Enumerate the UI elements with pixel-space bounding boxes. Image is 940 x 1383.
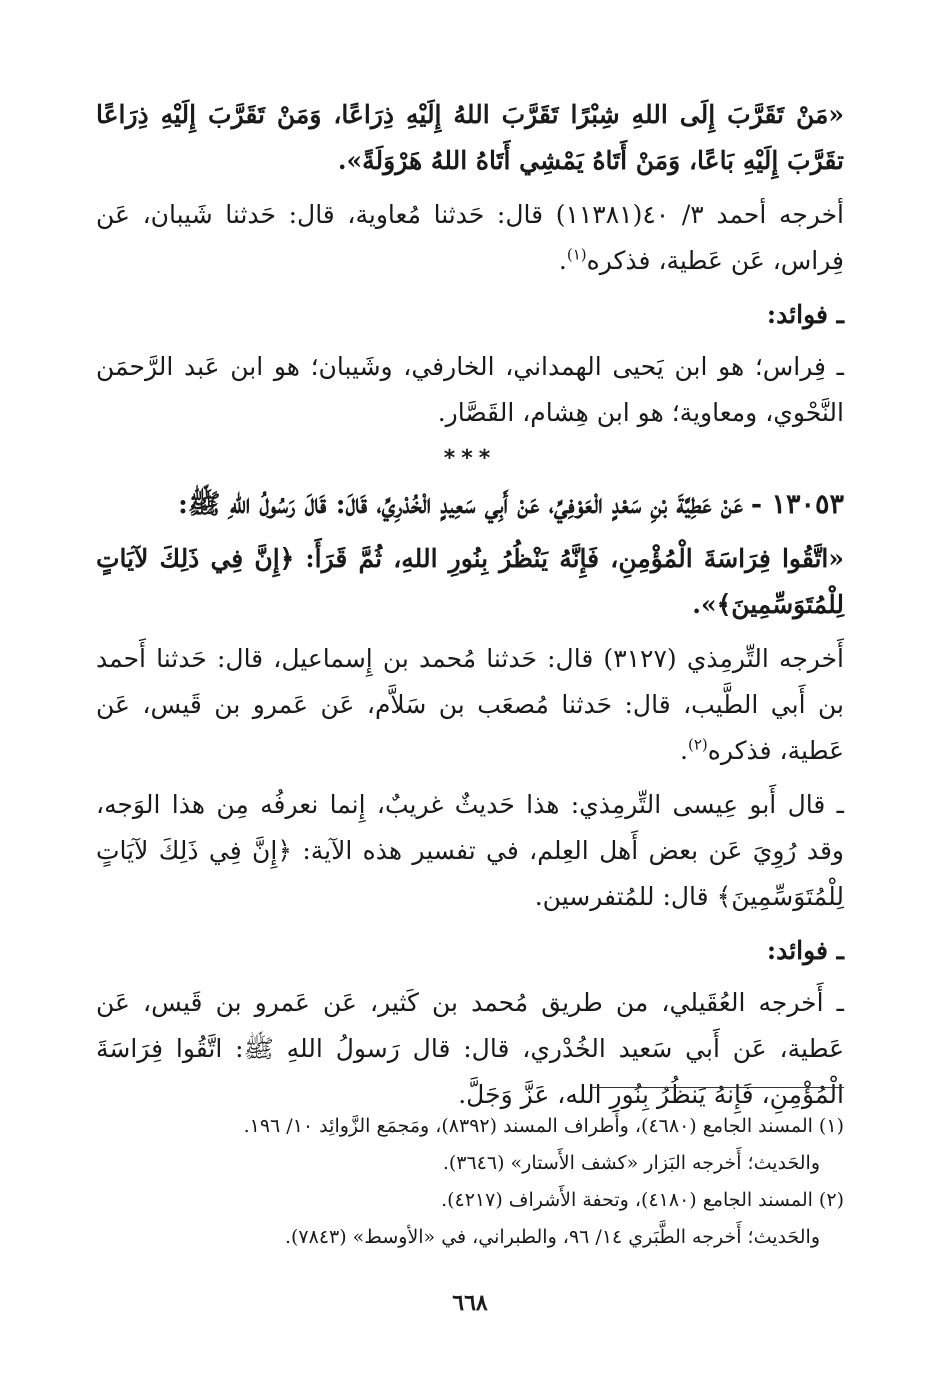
footnotes <box>96 1108 844 1256</box>
page-number: ٦٦٨ <box>452 1290 488 1316</box>
section-separator: *** <box>443 446 497 471</box>
footnote-1-continuation: والحَديث؛ أَخرجه البَزار «كشف الأَستار» (٣٦٤٦). <box>442 1152 820 1174</box>
hadith-number: ١٣٠٥٣ - <box>750 489 844 520</box>
footnote-ref[interactable]: (٢) <box>687 735 708 754</box>
fawaid-heading: ـ فوائد: <box>766 936 844 965</box>
hadith-isnad: عَنْ عَطِيَّةَ بْنِ سَعْدٍ الْعَوْفِيِّ، عَنْ أَبِي سَعِيدٍ الْخُدْرِيِّ، قَالَ: قَالَ رَسُولُ اللهِ ﷺ: <box>177 489 743 520</box>
fawaid-text: ـ فِراس؛ هو ابن يَحيى الهمداني، الخارفي، وشَيبان؛ هو ابن عَبد الرَّحمَن النَّحْوي، ومعاوية؛ هو ابن هِشام، القَصَّار. <box>96 352 844 427</box>
footnote-2-continuation: والحَديث؛ أَخرجه الطَّبَري ١٤/ ٩٦، والطبراني، في «الأوسط» (٧٨٤٣). <box>284 1226 820 1248</box>
hadith-text: «مَنْ تَقَرَّبَ إِلَى اللهِ شِبْرًا تَقَرَّبَ اللهُ إِلَيْهِ ذِرَاعًا، وَمَنْ تَقَرَّبَ إِلَيْهِ ذِرَاعًا تقَرَّبَ إِلَيْهِ بَاعًا، وَمَنْ أَتَاهُ يَمْشِي أَتَاهُ اللهُ هَرْوَلَةً». <box>96 100 844 175</box>
footnote-ref[interactable]: (١) <box>566 245 587 264</box>
takhrij-paragraph: أخرجه أحمد ٣/ ٤٠(١١٣٨١) قال: حَدثنا مُعاوية، قال: حَدثنا شَيبان، عَن فِراس، عَن عَطية، فذكره$^{(١)}$. <box>96 200 845 275</box>
hadith-header <box>96 482 844 528</box>
fawaid-text: ـ أَخرجه العُقَيلي، من طريق مُحمد بن كَثير، عَن عَمرو بن قَيس، عَن عَطية، عَن أَبي سَعيد الخُدْري، قال: قال رَسولُ اللهِ ﷺ: اتَّقُوا فِرَاسَةَ الْمُؤْمِنِ، فَإِنهُ يَنظُرُ بِنُورِ الله، عَزَّ وَجَلَّ. <box>96 988 844 1109</box>
footnote-divider <box>592 1087 844 1088</box>
footnote-1: (١) المسند الجامع (٤٦٨٠)، وأَطراف المسند (٨٣٩٢)، ومَجمَع الزَّوائِد ١٠/ ١٩٦. <box>243 1115 844 1137</box>
takhrij-text: أَخرجه التِّرمِذي (٣١٢٧) قال: حَدثنا مُحمد بن إِسماعيل، قال: حَدثنا أَحمد بن أَبي الطَّيب، قال: حَدثنا مُصعَب بن سَلاَّم، عَن عَمرو بن قَيس، عَن عَطية، فذكره <box>96 644 844 765</box>
footnote-2: (٢) المسند الجامع (٤١٨٠)، وتحفة الأَشراف (٤٢١٧). <box>441 1189 844 1211</box>
tirmidhi-comment: ـ قال أَبو عِيسى التِّرمِذي: هذا حَديثٌ غريبٌ، إِنما نعرفُه مِن هذا الوَجه، وقد رُوِيَ عَن بعض أَهل العِلم، في تفسير هذه الآية: ﴿إِنَّ فِي ذَلِكَ لآيَاتٍ لِلْمُتَوَسِّمِينَ﴾ قال: للمُتفرسين. <box>96 790 844 911</box>
hadith-text: «اتَّقُوا فِرَاسَةَ الْمُؤْمِنِ، فَإِنَّهُ يَنْظُرُ بِنُورِ اللهِ، ثُمَّ قَرَأَ: ﴿إِنَّ فِي ذَلِكَ لآيَاتٍ لِلْمُتَوَسِّمِينَ﴾». <box>96 544 844 619</box>
fawaid-heading: ـ فوائد: <box>766 300 844 329</box>
takhrij-paragraph: أَخرجه التِّرمِذي (٣١٢٧) قال: حَدثنا مُحمد بن إِسماعيل، قال: حَدثنا أَحمد بن أَبي الطَّيب، قال: حَدثنا مُصعَب بن سَلاَّم، عَن عَمرو بن قَيس، عَن عَطية، فذكره$^{(٢)}$. <box>96 644 844 765</box>
takhrij-text: أخرجه أحمد ٣/ ٤٠(١١٣٨١) قال: حَدثنا مُعاوية، قال: حَدثنا شَيبان، عَن فِراس، عَن عَطية، فذكره <box>96 200 845 275</box>
